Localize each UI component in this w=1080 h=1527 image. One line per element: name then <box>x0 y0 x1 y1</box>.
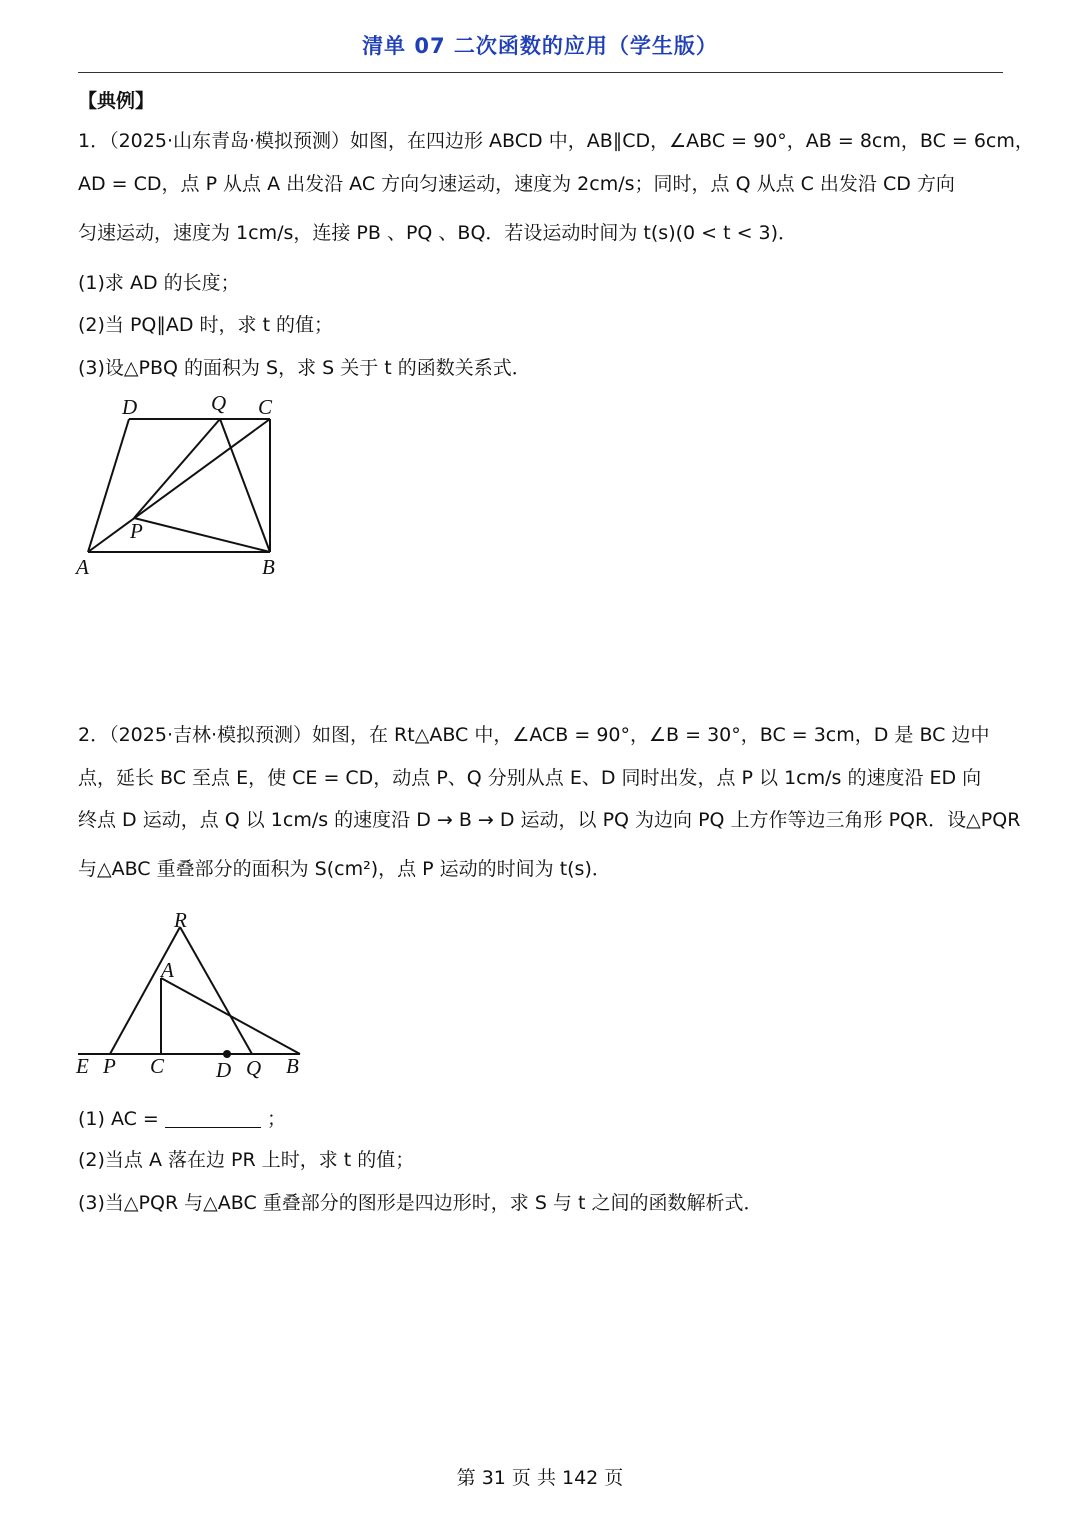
segment-AB <box>161 978 300 1054</box>
answer-blank[interactable] <box>165 1109 261 1128</box>
label-B: B <box>286 1054 299 1078</box>
problem2-line4: 与△ABC 重叠部分的面积为 S(cm²)，点 P 运动的时间为 t(s)． <box>78 858 611 880</box>
problem1-line3: 匀速运动，速度为 1cm/s，连接 PB 、PQ 、BQ．若设运动时间为 t(s)(0 < t < 3)． <box>78 222 798 244</box>
point-D <box>223 1050 231 1058</box>
problem1-question2: (2)当 PQ∥AD 时，求 t 的值； <box>78 314 334 336</box>
label-E: E <box>76 1054 89 1078</box>
question1-suffix: ； <box>266 1108 286 1130</box>
problem1-figure <box>70 390 310 585</box>
segment-AC <box>88 419 270 552</box>
problem2-figure <box>70 905 320 1085</box>
problem2-question1 <box>78 1106 286 1132</box>
problem1-question3: (3)设△PBQ 的面积为 S，求 S 关于 t 的函数关系式． <box>78 357 531 379</box>
problem1-line1: 1．（2025·山东青岛·模拟预测）如图，在四边形 ABCD 中，AB∥CD，∠ABC = 90°，AB = 8cm，BC = 6cm， <box>78 130 1034 152</box>
label-Q: Q <box>211 391 227 415</box>
label-P: P <box>103 1054 116 1078</box>
label-A: A <box>161 958 174 982</box>
segment-PQ <box>134 419 220 518</box>
label-A: A <box>76 555 89 579</box>
label-C: C <box>150 1054 165 1078</box>
segment-PB <box>134 518 270 552</box>
problem1-line2: AD = CD，点 P 从点 A 出发沿 AC 方向匀速运动，速度为 2cm/s；同时，点 Q 从点 C 出发沿 CD 方向 <box>78 173 955 195</box>
segment-QB <box>220 419 270 552</box>
page-footer: 第 31 页 共 142 页 <box>456 1467 624 1489</box>
problem2-question2: (2)当点 A 落在边 PR 上时，求 t 的值； <box>78 1149 415 1171</box>
problem2-line2: 点，延长 BC 至点 E，使 CE = CD，动点 P、Q 分别从点 E、D 同时出发，点 P 以 1cm/s 的速度沿 ED 向 <box>78 767 982 789</box>
problem1-question1: (1)求 AD 的长度； <box>78 272 240 294</box>
segment-PR <box>110 927 180 1054</box>
label-C: C <box>258 395 273 419</box>
header-divider <box>78 72 1003 73</box>
problem2-line3: 终点 D 运动，点 Q 以 1cm/s 的速度沿 D → B → D 运动，以 PQ 为边向 PQ 上方作等边三角形 PQR．设△PQR <box>78 809 1021 831</box>
label-D: D <box>216 1058 232 1082</box>
label-R: R <box>174 908 187 932</box>
problem2-question3: (3)当△PQR 与△ABC 重叠部分的图形是四边形时，求 S 与 t 之间的函数解析式． <box>78 1192 763 1214</box>
segment-AD <box>88 419 129 552</box>
page-title: 清单 07 二次函数的应用（学生版） <box>362 34 718 58</box>
label-Q: Q <box>246 1056 262 1080</box>
section-tag: 【典例】 <box>78 90 155 112</box>
label-P: P <box>130 519 143 543</box>
problem2-line1: 2．（2025·吉林·模拟预测）如图，在 Rt△ABC 中，∠ACB = 90°，∠B = 30°，BC = 3cm，D 是 BC 边中 <box>78 724 990 746</box>
segment-RQ <box>180 927 252 1054</box>
question1-prefix: (1) AC = <box>78 1108 159 1130</box>
label-B: B <box>262 555 275 579</box>
label-D: D <box>122 395 138 419</box>
